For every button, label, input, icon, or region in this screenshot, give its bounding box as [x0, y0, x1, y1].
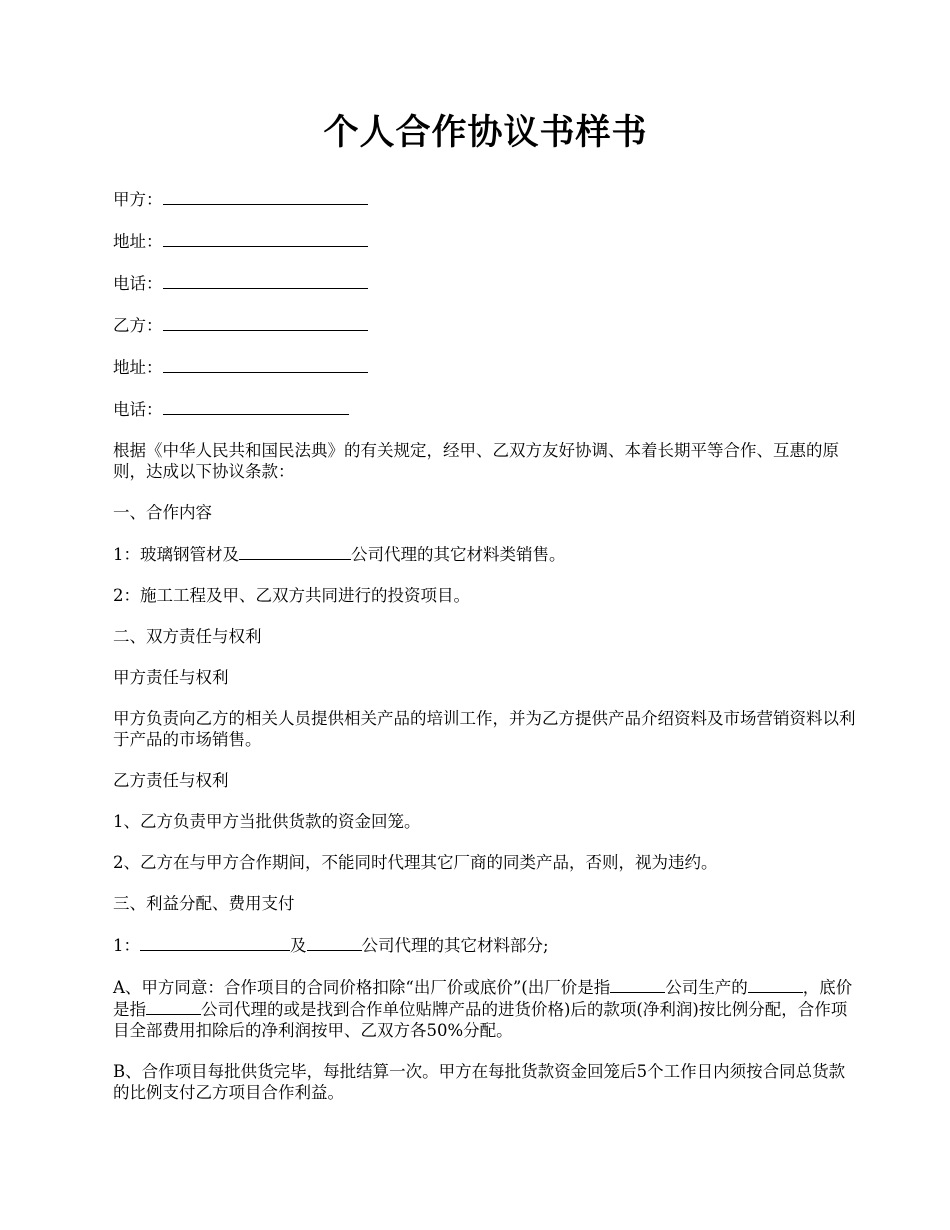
party-b-duty-1: 1、乙方负责甲方当批供货款的资金回笼。: [113, 812, 421, 831]
party-a-blank: [163, 188, 368, 205]
party-a-address-label: 地址：: [113, 232, 163, 251]
party-b-address-label: 地址：: [113, 358, 163, 377]
section-1-heading: 一、合作内容: [113, 503, 212, 522]
party-a-phone-label: 电话：: [113, 274, 163, 293]
party-b-address-blank: [163, 356, 368, 373]
party-b-label: 乙方：: [113, 316, 163, 335]
document-title: 个人合作协议书样书: [323, 112, 648, 153]
company-blank: [239, 543, 351, 560]
section-3-item-1-post: 公司代理的其它材料部分;: [361, 936, 549, 955]
party-b-line: [113, 314, 858, 336]
party-a-duties-text: 甲方负责向乙方的相关人员提供相关产品的培训工作，并为乙方提供产品介绍资料及市场营销资料以利于产品的市场销售。: [113, 709, 856, 749]
party-b-blank: [163, 314, 368, 331]
party-b-address-line: [113, 356, 858, 378]
section-1-item-1-post: 公司代理的其它材料类销售。: [351, 545, 566, 564]
party-a-line: [113, 188, 858, 210]
section-1-item-2: 2：施工工程及甲、乙双方共同进行的投资项目。: [113, 586, 470, 605]
company-blank-2: [307, 934, 362, 951]
section-3-item-1-pre: 1：: [113, 936, 140, 955]
agent-company-blank: [146, 998, 201, 1015]
clause-a-part-3: ，底价是指: [113, 978, 853, 1019]
product-blank-2: [748, 976, 803, 993]
factory-blank: [610, 976, 665, 993]
party-b-duty-2: 2、乙方在与甲方合作期间，不能同时代理其它厂商的同类产品，否则，视为违约。: [113, 853, 718, 872]
section-2-heading: 二、双方责任与权利: [113, 627, 262, 646]
clause-b: B、合作项目每批供货完毕，每批结算一次。甲方在每批货款资金回笼后5个工作日内须按合同总货款的比例支付乙方项目合作利益。: [113, 1062, 846, 1102]
party-a-duties-heading: 甲方责任与权利: [113, 668, 229, 687]
party-a-address-blank: [163, 230, 368, 247]
party-a-address-line: [113, 230, 858, 252]
section-3-item-1-mid: 及: [290, 936, 307, 955]
clause-a-part-4: 公司代理的或是找到合作单位贴牌产品的进货价格)后的款项(净利润)按比例分配，合作项目全部费用扣除后的净利润按甲、乙双方各50%分配。: [113, 1000, 848, 1040]
intro-paragraph: 根据《中华人民共和国民法典》的有关规定，经甲、乙双方友好协调、本着长期平等合作、互惠的原则，达成以下协议条款：: [113, 441, 839, 481]
party-b-phone-blank: [163, 398, 349, 415]
party-b-duties-heading: 乙方责任与权利: [113, 771, 229, 790]
clause-a-part-1: A、甲方同意：合作项目的合同价格扣除“出厂价或底价”(出厂价是指: [113, 978, 611, 997]
party-a-phone-line: [113, 272, 858, 294]
section-1-item-1-pre: 1：玻璃钢管材及: [113, 545, 239, 564]
section-3-item-1: [113, 934, 858, 956]
party-a-phone-blank: [163, 272, 368, 289]
party-b-phone-line: [113, 398, 858, 420]
document-page: [113, 105, 858, 1123]
clause-a-part-2: 公司生产的: [665, 978, 748, 997]
product-blank: [140, 934, 290, 951]
clause-a: [113, 976, 858, 1041]
party-a-label: 甲方：: [113, 190, 163, 209]
section-1-item-1: [113, 543, 858, 565]
party-b-phone-label: 电话：: [113, 400, 163, 419]
section-3-heading: 三、利益分配、费用支付: [113, 894, 295, 913]
